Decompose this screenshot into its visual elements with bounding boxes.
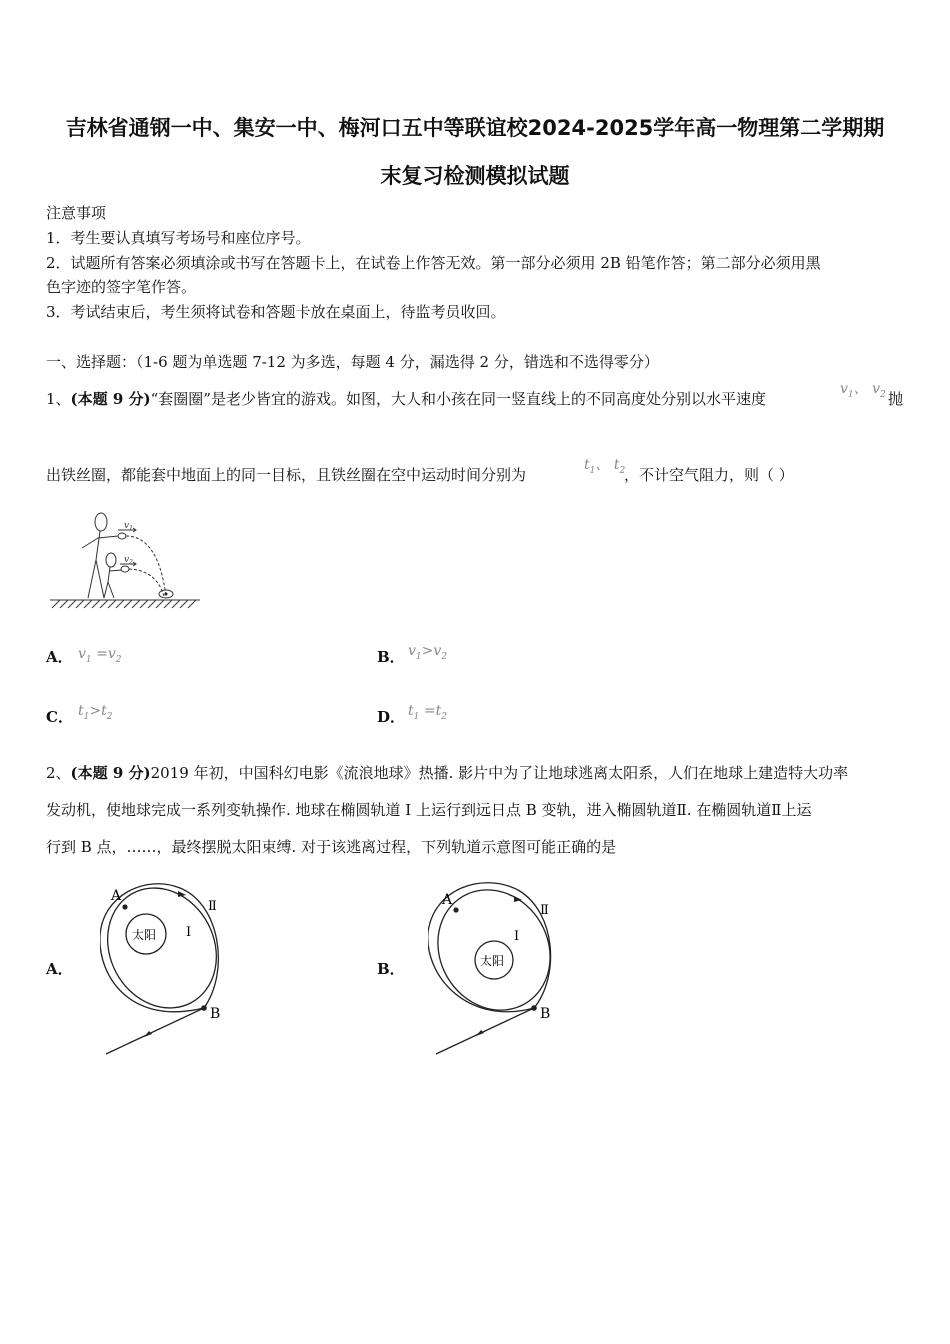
sun-label: 太阳 [480,954,505,968]
q1-option-d[interactable] [377,706,405,727]
q1-sep-1: 、 [853,381,868,397]
q2-option-b[interactable] [377,958,405,979]
fig-v2-label: $v_2$ [124,555,133,566]
orbit-1-label: I [186,925,192,940]
notice-item-2a: 2．试题所有答案必须填涂或书写在答题卡上，在试卷上作答无效。第一部分必须用 2B 铅笔作答；第二部分必须用黑 [46,254,821,272]
q1-t1-sub: 1 [589,465,596,476]
target-center-icon [165,593,168,596]
notice-heading: 注意事项 [46,204,107,222]
notice-item-3: 3．考试结束后，考生须将试卷和答题卡放在桌面上，待监考员收回。 [46,303,506,321]
q1-option-a-label: A． [46,648,73,666]
fig-v1-label: $v_1$ [124,521,133,532]
q2-option-b-orbit-diagram [428,876,568,1062]
point-a-dot [122,904,127,909]
point-b-dot [201,1005,207,1011]
q2-line1 [46,762,848,783]
q1-text-2: 出铁丝圈，都能套中地面上的同一目标，且铁丝圈在空中运动时间分别为 [46,466,527,484]
point-a-dot [453,907,458,912]
q1-line1 [46,388,766,409]
escape-arrow-icon [476,1030,484,1036]
q1-text-1: “套圈圈”是老少皆宜的游戏。如图，大人和小孩在同一竖直线上的不同高度处分别以水平速度 [150,390,766,408]
q1-time-symbols [584,454,625,476]
q2-option-b-label: B． [377,960,405,978]
q1-option-b-formula: $v_1>v_2$ [408,643,448,662]
q1-ring-toss-figure [48,508,208,612]
q1-option-c[interactable] [46,706,73,727]
page-title-line1: 吉林省通钢一中、集安一中、梅河口五中等联谊校2024-2025学年高一物理第二学期期 [65,116,885,140]
notice-item-2b: 色字迹的签字笔作答。 [46,278,197,296]
q1-option-b-label: B． [377,648,405,666]
q1-v1-sub: 1 [847,389,854,400]
q1-option-a[interactable] [46,646,73,667]
q1-number: 1、 [46,390,71,408]
q1-v1: v [840,381,848,397]
q2-number: 2、 [46,764,71,782]
point-b-label: B [210,1006,221,1022]
orbit-2-label: Ⅱ [540,903,549,918]
q1-tag: (本题 9 分) [70,390,151,408]
q2-option-a-label: A． [46,960,73,978]
page-title-line2: 末复习检测模拟试题 [380,164,570,188]
point-b-dot [531,1005,537,1011]
q1-option-c-formula: $t_1>t_2$ [78,703,113,722]
q1-option-d-label: D． [377,708,406,726]
q2-tag: (本题 9 分) [70,764,151,782]
q2-text-2: 发动机，使地球完成一系列变轨操作. 地球在椭圆轨道 I 上运行到远日点 B 变轨，进入椭圆轨道Ⅱ. 在椭圆轨道Ⅱ上运 [46,801,812,819]
q1-option-b[interactable] [377,646,405,667]
child-trajectory [129,569,164,596]
sun-label: 太阳 [132,928,157,942]
q1-line1-end: 抛 [888,390,904,408]
point-a-label: A [442,892,453,908]
escape-line [106,1008,204,1054]
q1-t1: t [584,457,590,473]
ground-hatching [52,600,196,608]
escape-line [436,1008,534,1054]
q1-option-c-label: C． [46,708,73,726]
q1-v2: v [872,381,881,397]
orbit-2-label: Ⅱ [208,899,217,914]
escape-arrow-icon [144,1031,152,1037]
adult-figure [82,513,126,598]
q1-velocity-symbols [840,378,886,400]
q1-option-a-formula: $v_1 =v_2$ [78,646,122,665]
point-b-label: B [540,1006,551,1022]
q2-option-a-orbit-diagram [100,876,240,1062]
q1-t2: t [613,457,620,473]
point-a-label: A [111,888,122,904]
notice-item-1: 1．考生要认真填写考场号和座位序号。 [46,229,311,247]
q1-v2-sub: 2 [880,389,886,400]
orbit-1-label: I [514,929,520,944]
q2-option-a[interactable] [46,958,73,979]
q2-text-1: 2019 年初，中国科幻电影《流浪地球》热播. 影片中为了让地球逃离太阳系，人们在地球上建造特大功率 [150,764,849,782]
q1-option-d-formula: $t_1 =t_2$ [408,703,447,722]
q1-line2-end: ，不计空气阻力，则（ ） [624,466,794,484]
q1-sep-2: 、 [595,457,610,473]
q1-t2-sub: 2 [619,465,626,476]
q2-text-3: 行到 B 点，……，最终摆脱太阳束缚. 对于该逃离过程，下列轨道示意图可能正确的是 [46,838,617,856]
section-heading: 一、选择题：（1-6 题为单选题 7-12 为多选，每题 4 分，漏选得 2 分，错选和不选得零分） [46,353,659,371]
